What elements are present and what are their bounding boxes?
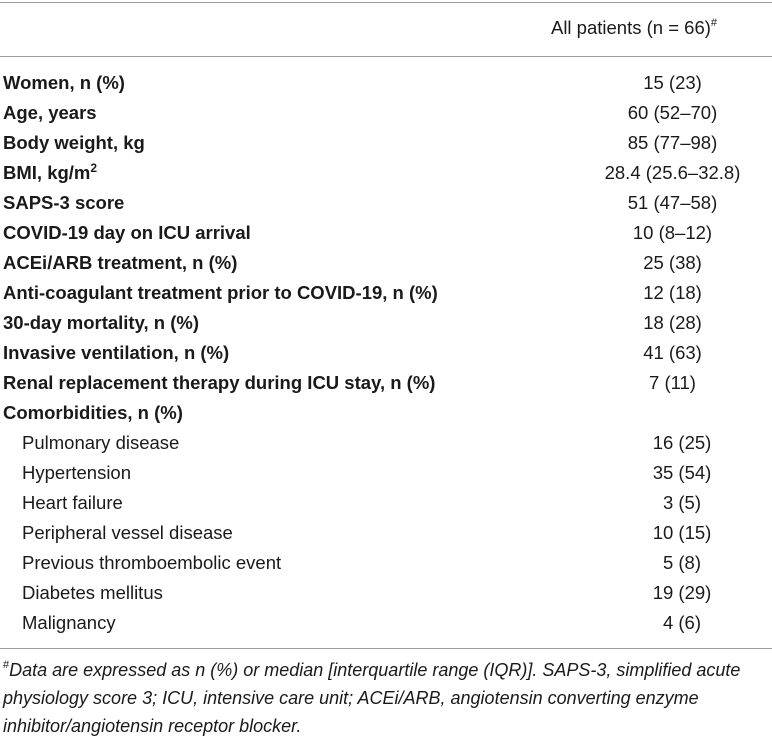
row-value: 4 (6) <box>662 612 702 633</box>
table-row <box>0 578 772 608</box>
table-row <box>0 398 772 428</box>
row-value: 18 (28) <box>643 312 702 333</box>
table-row <box>0 218 772 248</box>
table-row <box>0 428 772 458</box>
row-value: 85 (77–98) <box>627 132 718 153</box>
row-label-text: ACEi/ARB treatment, n (%) <box>3 252 238 273</box>
row-value: 60 (52–70) <box>627 102 718 123</box>
table-row <box>0 308 772 338</box>
row-label-text: Renal replacement therapy during ICU stay, n (%) <box>3 372 436 393</box>
row-label-text: Invasive ventilation, n (%) <box>3 342 230 363</box>
column-header-mark: # <box>710 17 718 29</box>
row-label-text: Age, years <box>3 102 97 123</box>
row-value: 51 (47–58) <box>627 192 718 213</box>
row-value: 12 (18) <box>643 282 702 303</box>
row-label <box>0 252 543 274</box>
row-label-text: COVID-19 day on ICU arrival <box>3 222 251 243</box>
table-row <box>0 68 772 98</box>
row-value: 16 (25) <box>652 432 712 453</box>
row-label <box>0 582 562 604</box>
table-row <box>0 518 772 548</box>
row-label <box>0 432 562 454</box>
row-label <box>0 402 543 424</box>
footnote-text: Data are expressed as n (%) or median [interquartile range (IQR)]. SAPS-3, simplified acute physiology score 3; ICU, intensive care unit; ACEi/ARB, angiotensin converting enzyme inhibitor/angiotensin receptor blocker. <box>3 660 741 736</box>
row-label <box>0 462 562 484</box>
row-label <box>0 132 543 154</box>
table-row <box>0 98 772 128</box>
row-value: 3 (5) <box>662 492 702 513</box>
row-label-text: Anti-coagulant treatment prior to COVID-19, n (%) <box>3 282 438 303</box>
row-value: 10 (15) <box>652 522 712 543</box>
row-value: 10 (8–12) <box>632 222 713 243</box>
row-label-text: Comorbidities, n (%) <box>3 402 183 423</box>
row-label <box>0 192 543 214</box>
table-row <box>0 488 772 518</box>
row-label <box>0 282 543 304</box>
row-label <box>0 102 543 124</box>
row-label-text: Diabetes mellitus <box>22 582 163 603</box>
table-row <box>0 188 772 218</box>
row-label-text: Hypertension <box>22 462 132 483</box>
row-label-text: 30-day mortality, n (%) <box>3 312 200 333</box>
row-label-text: Malignancy <box>22 612 116 633</box>
table-row <box>0 158 772 188</box>
row-label <box>0 222 543 244</box>
footnote-mark: # <box>3 659 10 671</box>
row-label <box>0 372 543 394</box>
row-label-text: Pulmonary disease <box>22 432 180 453</box>
row-label-text: Women, n (%) <box>3 72 125 93</box>
header-rule <box>0 56 772 57</box>
row-label <box>0 342 543 364</box>
row-label-text: Previous thromboembolic event <box>22 552 282 573</box>
row-label-text: Body weight, kg <box>3 132 145 153</box>
table-row <box>0 458 772 488</box>
row-label-text: BMI, kg/m <box>3 162 91 183</box>
row-value: 35 (54) <box>652 462 712 483</box>
row-value: 25 (38) <box>643 252 702 273</box>
row-label-superscript: 2 <box>90 161 98 175</box>
column-header-label: All patients (n = 66) <box>550 17 711 38</box>
row-value: 7 (11) <box>649 372 696 393</box>
table-row <box>0 128 772 158</box>
row-label-text: Heart failure <box>22 492 123 513</box>
top-rule <box>0 2 772 3</box>
table-row <box>0 608 772 638</box>
row-label <box>0 162 543 184</box>
row-label <box>0 612 562 634</box>
footnote <box>3 656 769 740</box>
row-label <box>0 72 543 94</box>
table-row <box>0 368 772 398</box>
row-value: 15 (23) <box>643 72 702 93</box>
table-body <box>0 68 772 638</box>
column-header <box>500 15 768 41</box>
row-label <box>0 522 562 544</box>
row-label <box>0 492 562 514</box>
row-label-text: Peripheral vessel disease <box>22 522 233 543</box>
row-label <box>0 552 562 574</box>
row-value: 28.4 (25.6–32.8) <box>604 162 741 183</box>
row-value: 5 (8) <box>662 552 702 573</box>
row-label <box>0 312 543 334</box>
row-value: 41 (63) <box>643 342 702 363</box>
table-row <box>0 278 772 308</box>
table-row <box>0 338 772 368</box>
table-row <box>0 248 772 278</box>
row-label-text: SAPS-3 score <box>3 192 125 213</box>
row-value: 19 (29) <box>652 582 712 603</box>
bottom-rule <box>0 648 772 649</box>
table-row <box>0 548 772 578</box>
